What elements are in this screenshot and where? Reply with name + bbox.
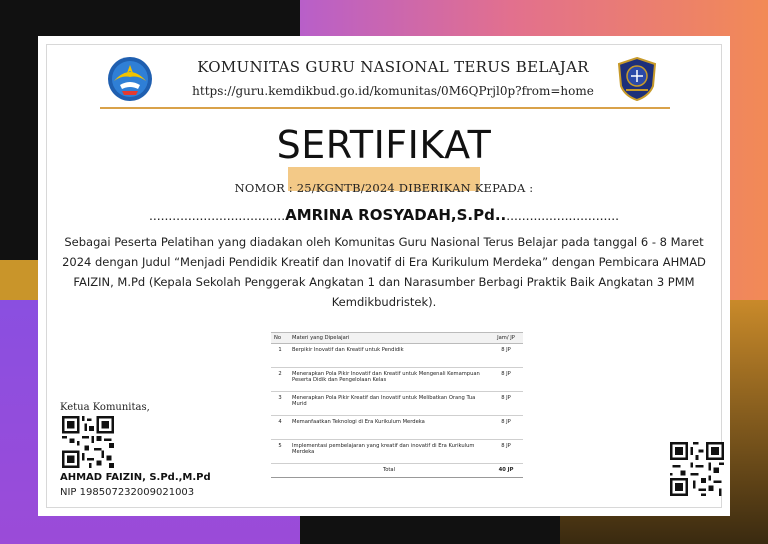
- row-materi: Menerapkan Pola Pikir Kreatif dan Inovatif untuk Melibatkan Orang Tua Murid: [289, 392, 489, 416]
- row-no: 5: [271, 440, 289, 464]
- table-row: [271, 416, 523, 440]
- table-total-row: [271, 464, 523, 478]
- recipient-dots-right: .............................: [506, 207, 620, 223]
- row-jp: 8 JP: [489, 368, 523, 392]
- total-label: Total: [289, 464, 489, 478]
- background-gold-block: [0, 260, 40, 300]
- verification-qr-code-icon: [670, 442, 724, 496]
- row-jp: 8 JP: [489, 344, 523, 368]
- row-materi: Implementasi pembelajaran yang kreatif dan inovatif di Era Kurikulum Merdeka: [289, 440, 489, 464]
- table-row: [271, 392, 523, 416]
- organization-name: KOMUNITAS GURU NASIONAL TERUS BELAJAR: [197, 58, 589, 76]
- total-spacer: [271, 464, 289, 478]
- total-value: 40 JP: [489, 464, 523, 478]
- tut-wuri-handayani-logo-icon: [106, 55, 154, 103]
- signature-qr-code-icon: [62, 416, 114, 468]
- table-row: [271, 440, 523, 464]
- table-row: [271, 368, 523, 392]
- signatory-name: AHMAD FAIZIN, S.Pd.,M.Pd: [60, 472, 211, 483]
- header-divider: [100, 107, 670, 109]
- materi-table: [271, 332, 523, 478]
- row-no: 2: [271, 368, 289, 392]
- community-url[interactable]: https://guru.kemdikbud.go.id/komunitas/0M6QPrjl0p?from=home: [192, 84, 594, 98]
- certificate-title: SERTIFIKAT: [276, 123, 492, 167]
- komunitas-guru-shield-logo-icon: [616, 56, 658, 102]
- signature-label: Ketua Komunitas,: [60, 402, 150, 413]
- column-header-materi: Materi yang Dipelajari: [289, 333, 489, 344]
- table-row: [271, 344, 523, 368]
- row-jp: 8 JP: [489, 416, 523, 440]
- row-no: 4: [271, 416, 289, 440]
- column-header-jp: Jam/ JP: [489, 333, 523, 344]
- recipient-line: [120, 206, 648, 224]
- recipient-dots-left: ...................................: [148, 207, 286, 223]
- column-header-no: No: [271, 333, 289, 344]
- row-materi: Menerapkan Pola Pikir Inovatif dan Kreatif untuk Mengenali Kemampuan Peserta Didik dan Pengelolaan Kelas: [289, 368, 489, 392]
- table-header-row: [271, 333, 523, 344]
- certificate-body-text: Sebagai Peserta Pelatihan yang diadakan oleh Komunitas Guru Nasional Terus Belajar pada tanggal 6 - 8 Maret 2024 dengan Judul “Menjadi Pendidik Kreatif dan Inovatif di Era Kurikulum Merdeka” dengan Pembicara AHMAD FAIZIN, M.Pd (Kepala Sekolah Penggerak Angkatan 1 dan Narasumber Berbagi Praktik Baik Angkatan 3 PMM Kemdikbudristek).: [62, 235, 706, 309]
- signatory-nip: NIP 198507232009021003: [60, 487, 195, 498]
- recipient-name: AMRINA ROSYADAH,S.Pd..: [285, 206, 507, 224]
- certificate-number-line: NOMOR : 25/KGNTB/2024 DIBERIKAN KEPADA :: [234, 181, 534, 195]
- row-jp: 8 JP: [489, 392, 523, 416]
- row-no: 1: [271, 344, 289, 368]
- row-materi: Memanfaatkan Teknologi di Era Kurikulum Merdeka: [289, 416, 489, 440]
- row-materi: Berpikir Inovatif dan Kreatif untuk Pendidik: [289, 344, 489, 368]
- row-jp: 8 JP: [489, 440, 523, 464]
- row-no: 3: [271, 392, 289, 416]
